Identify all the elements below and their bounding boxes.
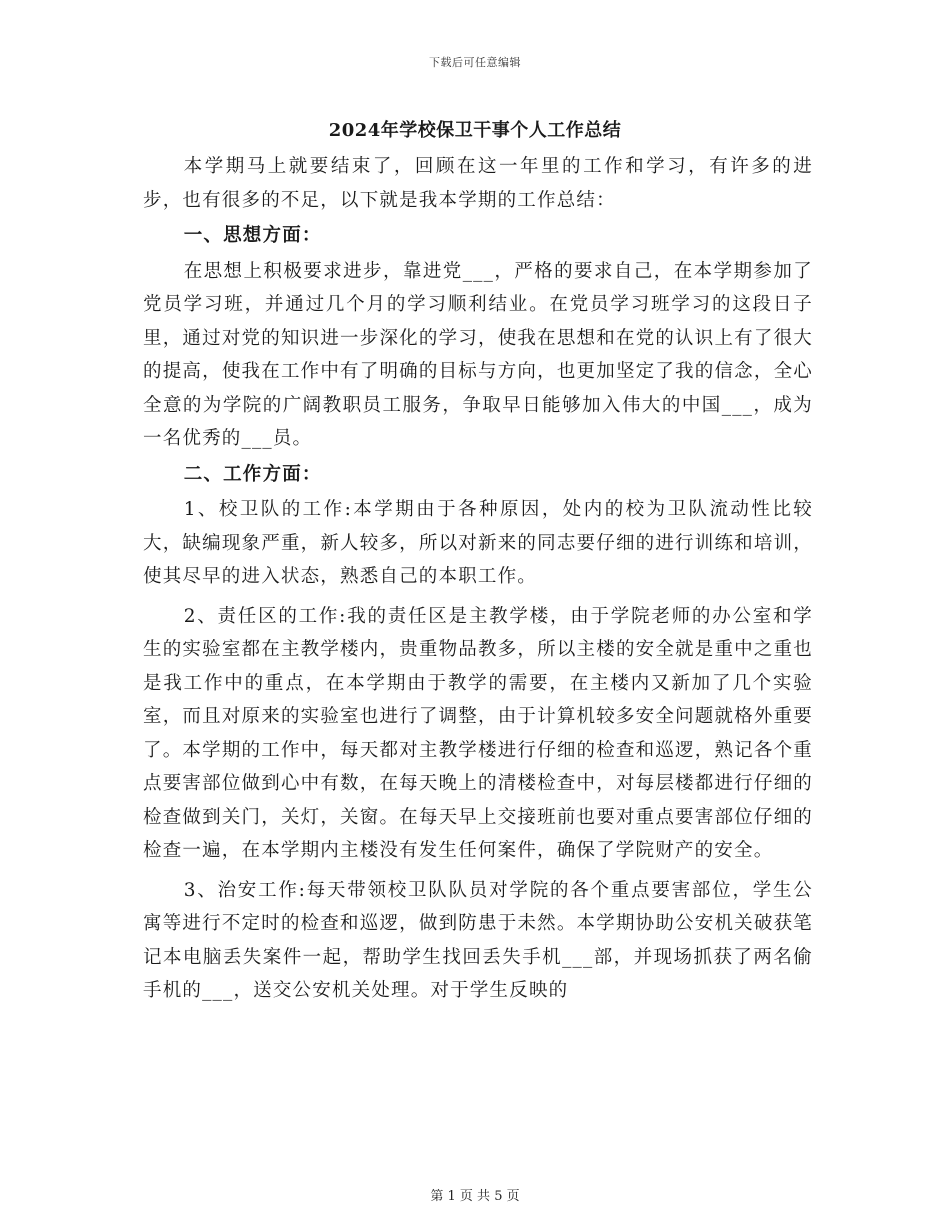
- page-number: 第 1 页 共 5 页: [430, 1189, 520, 1204]
- section-heading-work: 二、工作方面：: [183, 463, 322, 485]
- work-item-responsibility-area: 2、责任区的工作:我的责任区是主教学楼，由于学院老师的办公室和学生的实验室都在主教学楼内，贵重物品教多，所以主楼的安全就是重中之重也是我工作中的重点，在本学期由于教学的需要，在主楼内又新加了几个实验室，而且对原来的实验室也进行了调整，由于计算机较多安全问题就格外重要了。本学期的工作中，每天都对主教学楼进行仔细的检查和巡逻，熟记各个重点要害部位做到心中有数，在每天晚上的清楼检查中，对每层楼都进行仔细的检查做到关门，关灯，关窗。在每天早上交接班前也要对重点要害部位仔细的检查一遍，在本学期内主楼没有发生任何案件，确保了学院财产的安全。: [143, 605, 813, 861]
- work-item-public-security: 3、治安工作:每天带领校卫队队员对学院的各个重点要害部位，学生公寓等进行不定时的检查和巡逻，做到防患于未然。本学期协助公安机关破获笔记本电脑丢失案件一起，帮助学生找回丢失手机___部，并现场抓获了两名偷手机的___，送交公安机关处理。对于学生反映的: [143, 879, 813, 1001]
- header-note: 下载后可任意编辑: [429, 56, 521, 69]
- intro-paragraph: 本学期马上就要结束了，回顾在这一年里的工作和学习，有许多的进步，也有很多的不足，以下就是我本学期的工作总结：: [143, 156, 813, 211]
- section-heading-thought: 一、思想方面：: [183, 225, 322, 246]
- work-item-guard-team: 1、校卫队的工作:本学期由于各种原因，处内的校为卫队流动性比较大，缺编现象严重，新人较多，所以对新来的同志要仔细的进行训练和培训，使其尽早的进入状态，熟悉自己的本职工作。: [143, 499, 813, 587]
- thought-paragraph: 在思想上积极要求进步，靠进党___，严格的要求自己，在本学期参加了党员学习班，并通过几个月的学习顺利结业。在党员学习班学习的这段日子里，通过对党的知识进一步深化的学习，使我在思想和在党的认识上有了很大的提高，使我在工作中有了明确的目标与方向，也更加坚定了我的信念，全心全意的为学院的广阔教职员工服务，争取早日能够加入伟大的中国___，成为一名优秀的___员。: [143, 260, 813, 449]
- document-body: [143, 150, 813, 1008]
- document-title: 2024年学校保卫干事个人工作总结: [328, 120, 622, 141]
